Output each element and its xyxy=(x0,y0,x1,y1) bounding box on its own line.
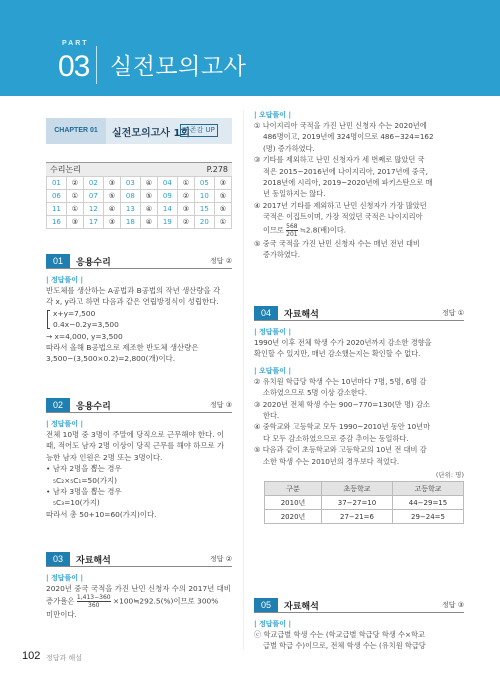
solution-tag: | 정답풀이 | xyxy=(46,574,84,582)
fraction-denominator: 201 xyxy=(286,230,298,238)
fraction-numerator: 1,413−360 xyxy=(76,594,111,602)
bullet-value: ₅C₂×₅C₁=50(가지) xyxy=(53,475,118,485)
section-answer: 정답 ③ xyxy=(209,401,232,409)
answer-grid-header xyxy=(46,162,232,176)
table-cell: 44−29=15 xyxy=(393,496,464,510)
question-number: 15 xyxy=(194,203,214,216)
table-cell: 29−24=5 xyxy=(393,510,464,524)
question-number: 05 xyxy=(194,177,214,190)
section-04-header xyxy=(254,306,464,321)
text-line-fraction xyxy=(254,223,464,238)
text-line: (명) 증가하였다. xyxy=(263,143,315,153)
text-line: 증가하였다. xyxy=(263,250,301,260)
text-line: 한다. xyxy=(263,411,280,421)
question-number: 11 xyxy=(47,203,67,216)
fraction xyxy=(286,223,297,238)
table-cell: 2010년 xyxy=(265,496,322,510)
section-answer: 정답 ② xyxy=(209,257,232,265)
question-number: 08 xyxy=(120,190,140,203)
section-number: 02 xyxy=(46,398,70,412)
answer-choice: ④ xyxy=(140,177,157,190)
grid-subject: 수리논리 xyxy=(50,165,81,174)
answer-choice: ④ xyxy=(103,203,120,216)
text-line: 2018년에 시리아, 2019~2020년에 파키스탄으로 매 xyxy=(263,178,433,188)
wrong-answer-tag: | 오답풀이 | xyxy=(254,366,292,375)
question-number: 13 xyxy=(120,203,140,216)
equation-line: x+y=7,500 xyxy=(53,308,96,318)
answer-choice: ① xyxy=(214,216,231,229)
fraction-denominator: 360 xyxy=(88,602,100,610)
bullet-item: • 남자 3명을 뽑는 경우 xyxy=(46,487,122,497)
section-answer: 정답 ② xyxy=(209,555,232,563)
text-line: → x=4,000, y=3,500 xyxy=(46,331,123,341)
answer-choice: ① xyxy=(177,177,194,190)
equation-system xyxy=(46,308,232,331)
equation-line: 0.4x−0.2y=3,500 xyxy=(53,320,119,330)
text-line: 486명이고, 2019년에 324명이므로 486−324=162 xyxy=(263,132,434,142)
chapter-label: CHAPTER 01 xyxy=(46,118,106,144)
section-title: 자료해석 xyxy=(76,556,111,566)
section-number: 01 xyxy=(46,254,70,268)
question-number: 10 xyxy=(194,190,214,203)
text-line-fraction xyxy=(46,594,232,609)
answer-row xyxy=(47,177,232,190)
question-number: 04 xyxy=(157,177,177,190)
question-number: 14 xyxy=(157,203,177,216)
text-line: 소한 학생 수는 2010년의 경우보다 적었다. xyxy=(263,456,400,466)
text-line: ⑤ 중국 국적을 가진 난민 신청자 수는 매년 전년 대비 xyxy=(254,238,420,248)
page-number: 102 xyxy=(22,650,41,662)
answer-choice: ③ xyxy=(177,203,194,216)
table-row xyxy=(265,510,464,524)
text-line: ② 유치원 학급당 학생 수는 10년마다 7명, 5명, 6명 감 xyxy=(254,376,427,386)
text-line: 급별 학급 수)이므로, 전체 학생 수는 (유치원 학급당 xyxy=(263,641,426,651)
header-divider xyxy=(96,46,97,84)
table-cell: 37−27=10 xyxy=(322,496,393,510)
text-line: 소하였으므로 5명 이상 감소한다. xyxy=(263,388,367,398)
bullet-value: ₅C₃=10(가지) xyxy=(53,498,100,508)
fraction-numerator: 568 xyxy=(286,222,298,230)
question-number: 17 xyxy=(83,216,103,229)
answer-row xyxy=(47,203,232,216)
text-fragment: ×100≒292.5(%)이므로 300% xyxy=(112,596,219,606)
answer-choice: ② xyxy=(177,216,194,229)
solution-tag: | 정답풀이 | xyxy=(46,276,84,284)
text-line: ③ 기타를 제외하고 난민 신청자가 세 번째로 많았던 국 xyxy=(254,155,425,165)
column-divider xyxy=(243,110,244,650)
equation-brace xyxy=(47,310,50,329)
table-header-cell: 고등학교 xyxy=(393,482,464,496)
text-line: 확인할 수 있지만, 매년 감소했는지는 확인할 수 없다. xyxy=(254,349,421,359)
footer-text: 정답과 해설 xyxy=(46,654,83,662)
text-line: 전체 10명 중 3명이 주말에 당직으로 근무해야 한다. 이 xyxy=(46,430,225,439)
solution-tag: | 정답풀이 | xyxy=(254,328,292,336)
grid-page: P.278 xyxy=(206,165,228,174)
question-number: 07 xyxy=(83,190,103,203)
text-line: 따라서 총 50+10=60(가지)이다. xyxy=(46,509,157,519)
section-title: 자료해석 xyxy=(284,310,319,320)
answer-grid xyxy=(46,162,232,229)
text-line: 따라서 올해 B공법으로 제조한 반도체 생산량은 xyxy=(46,343,199,353)
section-number: 05 xyxy=(254,598,278,612)
text-line: 반도체를 생산하는 A공법과 B공법의 작년 생산량을 각 xyxy=(46,286,221,295)
answer-choice: ⑤ xyxy=(103,190,120,203)
fraction xyxy=(77,594,111,609)
text-line: 년 동일하지는 않다. xyxy=(263,189,326,199)
answer-choice: ③ xyxy=(214,177,231,190)
answer-choice: ⑤ xyxy=(214,203,231,216)
answer-row xyxy=(47,216,232,229)
section-number: 04 xyxy=(254,306,278,320)
text-line: 3,500−(3,500×0.2)=2,800(개)이다. xyxy=(46,354,176,364)
section-title: 자료해석 xyxy=(284,602,319,612)
section-answer: 정답 ③ xyxy=(441,601,464,609)
bullet-item: • 남자 2명을 뽑는 경우 xyxy=(46,464,122,474)
question-number: 12 xyxy=(83,203,103,216)
text-fragment: 증가율은 xyxy=(46,596,75,606)
comparison-table xyxy=(264,481,464,524)
question-number: 06 xyxy=(47,190,67,203)
text-line: ③ 2020년 전체 학생 수는 900−770=130(만 명) 감소 xyxy=(254,399,430,409)
answer-choice: ④ xyxy=(140,203,157,216)
part-label: PART xyxy=(62,40,89,47)
text-line: ④ 중학교와 고등학교 모두 1990~2010년 동안 10년마 xyxy=(254,422,431,432)
solution-tag: | 정답풀이 | xyxy=(254,620,292,628)
text-line: ① 나이지리아 국적을 가진 난민 신청자 수는 2020년에 xyxy=(254,121,427,130)
question-number: 16 xyxy=(47,216,67,229)
section-03-header xyxy=(46,552,232,567)
answer-row xyxy=(47,190,232,203)
table-cell: 27−21=6 xyxy=(322,510,393,524)
question-number: 18 xyxy=(120,216,140,229)
text-line: 국적은 이집트이며, 가장 적었던 국적은 나이지리아 xyxy=(263,212,423,222)
table-unit: (단위: 명) xyxy=(435,471,464,480)
text-line: 각 x, y라고 하면 다음과 같은 연립방정식이 성립한다. xyxy=(46,297,219,307)
text-line: 능한 남자 인원은 2명 또는 3명이다. xyxy=(46,452,163,462)
table-row xyxy=(265,496,464,510)
section-title: 응용수리 xyxy=(76,402,111,412)
chapter-badge: 자존감 UP xyxy=(180,124,218,137)
text-line: 2020년 중국 국적을 가진 난민 신청자 수의 2017년 대비 xyxy=(46,584,231,593)
answer-choice: ② xyxy=(177,190,194,203)
answer-choice: ③ xyxy=(103,216,120,229)
text-line: ⑤ 다음과 같이 초등학교와 고등학교의 10년 전 대비 감 xyxy=(254,445,427,455)
section-02-header xyxy=(46,398,232,413)
section-01-header xyxy=(46,254,232,269)
part-number: 03 xyxy=(58,50,90,83)
answer-choice: ③ xyxy=(103,177,120,190)
text-line: 적은 2015~2016년에 나이지리아, 2017년에 중국, xyxy=(263,166,428,176)
answer-choice: ① xyxy=(66,203,83,216)
table-header-cell: 초등학교 xyxy=(322,482,393,496)
text-fragment: ≒2.8(배)이다. xyxy=(299,225,347,235)
chapter-title: 실전모의고사 1회 xyxy=(112,128,191,139)
text-line: ⓒ 학교급별 학생 수는 (학교급별 학급당 학생 수×학교 xyxy=(254,630,425,639)
section-answer: 정답 ① xyxy=(441,309,464,317)
answer-choice: ① xyxy=(66,190,83,203)
text-line: 때, 적어도 남자 2명 이상이 당직 근무를 해야 하므로 가 xyxy=(46,441,225,451)
question-number: 09 xyxy=(157,190,177,203)
answer-table xyxy=(46,176,232,229)
question-number: 03 xyxy=(120,177,140,190)
question-number: 01 xyxy=(47,177,67,190)
answer-choice: ④ xyxy=(140,216,157,229)
answer-choice: ⑤ xyxy=(140,190,157,203)
section-number: 03 xyxy=(46,552,70,566)
section-title: 응용수리 xyxy=(76,258,111,268)
text-line: 다 모두 감소하였으므로 증감 추이는 동일하다. xyxy=(263,433,409,443)
table-header-cell: 구분 xyxy=(265,482,322,496)
question-number: 19 xyxy=(157,216,177,229)
answer-choice: ③ xyxy=(66,216,83,229)
answer-choice: ⑤ xyxy=(214,190,231,203)
wrong-answer-tag: | 오답풀이 | xyxy=(254,111,292,119)
text-line: 1990년 이후 전체 학생 수가 2020년까지 감소한 경향을 xyxy=(254,338,432,347)
question-number: 02 xyxy=(83,177,103,190)
text-fragment: 이므로 xyxy=(263,225,284,235)
question-number: 20 xyxy=(194,216,214,229)
table-cell: 2020년 xyxy=(265,510,322,524)
answer-choice: ② xyxy=(66,177,83,190)
text-line: 미만이다. xyxy=(46,610,77,620)
solution-tag: | 정답풀이 | xyxy=(46,420,84,428)
part-title: 실전모의고사 xyxy=(110,54,247,80)
section-05-header xyxy=(254,598,464,613)
text-line: ④ 2017년 기타를 제외하고 난민 신청자가 가장 많았던 xyxy=(254,200,427,210)
